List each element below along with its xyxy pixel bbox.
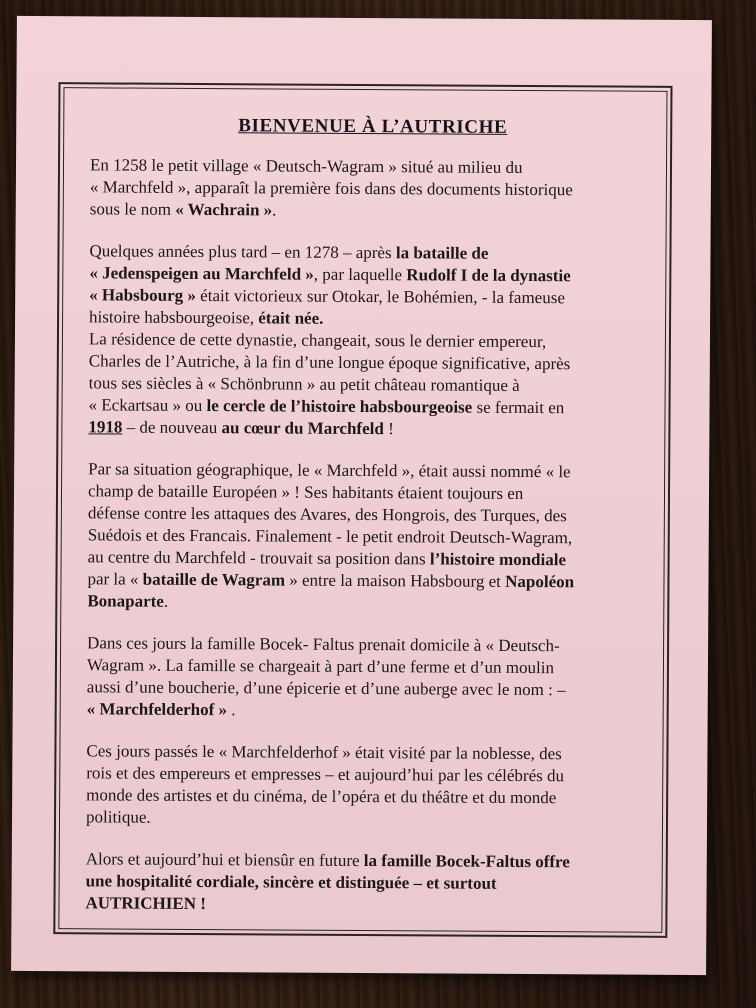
- bold-text: l’histoire mondiale: [429, 549, 567, 570]
- text-line: [87, 698, 652, 723]
- text-run: .: [227, 700, 236, 720]
- text-run: , par laquelle: [313, 264, 407, 285]
- bold-underlined-year: 1918: [88, 417, 123, 437]
- bold-text-wachrain: « Wachrain »: [175, 199, 273, 220]
- bold-text: Napoléon: [505, 571, 575, 592]
- text-run: !: [383, 419, 394, 439]
- text-line: Dans ces jours la famille Bocek- Faltus prenait domicile à « Deutsch-: [87, 633, 560, 656]
- page-title: BIENVENUE À L’AUTRICHE: [238, 115, 508, 138]
- text-run: .: [272, 200, 277, 220]
- text-line: politique.: [85, 807, 151, 827]
- text-line: Par sa situation géographique, le « Marchfeld », était aussi nommé « le: [88, 459, 571, 482]
- paragraph-history-1258: [90, 154, 655, 223]
- text-run: au centre du Marchfeld - trouvait sa position dans: [87, 547, 430, 569]
- text-line: La résidence de cette dynastie, changeait, sous le dernier empereur,: [88, 329, 547, 352]
- text-line: Wagram ». La famille se chargeait à part d’une ferme et d’un moulin: [86, 655, 555, 678]
- paragraph-habsburg-history: [88, 240, 654, 441]
- text-line: [90, 198, 655, 223]
- paragraph-marchfeld-battlefield: [87, 458, 653, 615]
- bold-text: Bonaparte: [87, 591, 164, 611]
- text-line: [87, 568, 652, 593]
- bold-text: « Habsbourg »: [89, 285, 197, 305]
- text-line: Charles de l’Autriche, à la fin d’une longue époque significative, après: [88, 351, 571, 374]
- bold-text-marchfelderhof: « Marchfelderhof »: [86, 699, 228, 720]
- bold-text: la bataille de: [395, 243, 489, 263]
- text-line: tous ses siècles à « Schönbrunn » au petit château romantique à: [88, 373, 520, 395]
- bold-text: au cœur du Marchfeld: [221, 418, 384, 439]
- text-run: était victorieux sur Otokar, le Bohémien, - la fameuse: [195, 285, 565, 308]
- text-run: se fermait en: [472, 397, 565, 418]
- document-body: [85, 114, 655, 917]
- text-line: « Marchfeld », apparaît la première fois dans des documents historique: [89, 177, 573, 200]
- paragraph-bocek-faltus-family: [87, 632, 653, 723]
- paragraph-hospitality: [85, 848, 650, 917]
- bold-text: « Jedenspeigen au Marchfeld »: [89, 263, 314, 284]
- text-run: Alors et aujourd’hui et biensûr en future: [85, 849, 364, 871]
- text-line: défense contre les attaques des Avares, des Hongrois, des Turques, des: [87, 503, 567, 526]
- text-line: monde des artistes et du cinéma, de l’opéra et du théâtre et du monde: [86, 785, 557, 808]
- paragraph-visitors: [86, 740, 652, 831]
- text-line: rois et des empereurs et empresses – et aujourd’hui par les célébrés du: [86, 763, 565, 786]
- text-run: .: [163, 591, 169, 611]
- text-run: sous le nom: [89, 199, 176, 219]
- text-line: Suédois et des Francais. Finalement - le petit endroit Deutsch-Wagram,: [87, 525, 573, 548]
- text-line: Ces jours passés le « Marchfelderhof » était visité par la noblesse, des: [86, 741, 562, 764]
- double-border-frame: [53, 82, 672, 938]
- text-run: par la «: [87, 569, 143, 589]
- text-line: [88, 416, 653, 441]
- text-line-bold: une hospitalité cordiale, sincère et distinguée – et surtout: [85, 871, 497, 893]
- text-run: « Eckartsau » ou: [88, 395, 207, 416]
- text-run: histoire habsbourgeoise,: [89, 307, 259, 328]
- text-run: – de nouveau: [122, 417, 222, 438]
- bold-text: le cercle de l’histoire habsbourgeoise: [206, 396, 473, 417]
- text-line: aussi d’une boucherie, d’une épicerie et d’une auberge avec le nom : –: [86, 677, 566, 700]
- bold-text: était née.: [258, 308, 324, 328]
- bold-text: bataille de Wagram: [142, 569, 286, 590]
- text-run: » entre la maison Habsbourg et: [284, 570, 506, 591]
- bold-text: Rudolf I de la dynastie: [406, 265, 571, 286]
- text-line: En 1258 le petit village « Deutsch-Wagram » situé au milieu du: [89, 155, 523, 177]
- bold-text: la famille Bocek-Faltus offre: [363, 851, 570, 872]
- text-line: champ de bataille Européen » ! Ses habitants étaient toujours en: [87, 481, 524, 503]
- text-run: Quelques années plus tard – en 1278 – après: [89, 241, 396, 263]
- text-line-bold: AUTRICHIEN !: [85, 893, 206, 914]
- pink-paper-sheet: [11, 16, 712, 975]
